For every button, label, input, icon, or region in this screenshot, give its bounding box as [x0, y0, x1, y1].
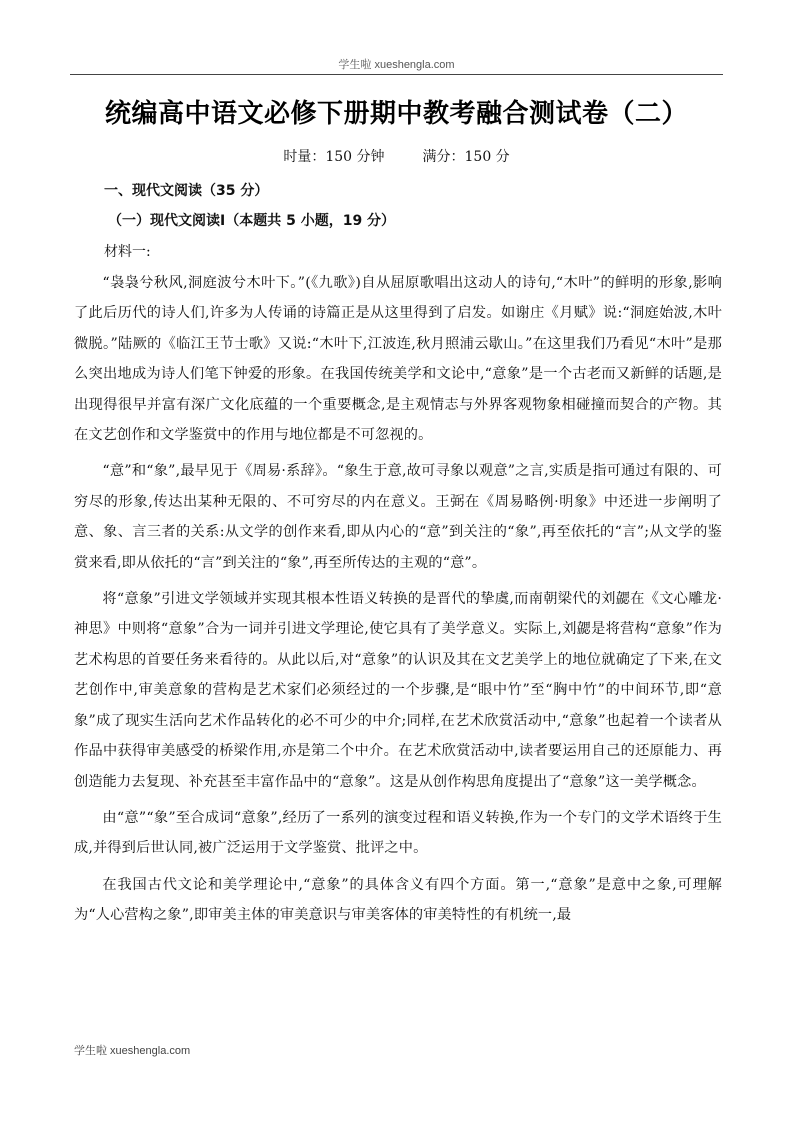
passage-paragraph: 在我国古代文论和美学理论中,“意象”的具体含义有四个方面。第一,“意象”是意中之象,可理解为“人心营构之象”,即审美主体的审美意识与审美客体的审美特性的有机统一,最 — [74, 876, 722, 924]
passage-paragraph: “袅袅兮秋风,洞庭波兮木叶下。”(《九歌》)自从屈原歌唱出这动人的诗句,“木叶”的鲜明的形象,影响了此后历代的诗人们,许多为人传诵的诗篇正是从这里得到了启发。如谢庄《月赋》说:“洞庭始波,木叶微脱。”陆厥的《临江王节士歌》又说:“木叶下,江波连,秋月照浦云歇山。”在这里我们乃看见“木叶”是那么突出地成为诗人们笔下钟爱的形象。在我国传统美学和文论中,“意象”是一个古老而又新鲜的话题,是出现得很早并富有深广文化底蕴的一个重要概念,是主观情志与外界客观物象相碰撞而契合的产物。其在文艺创作和文学鉴赏中的作用与地位都是不可忽视的。 — [74, 275, 722, 444]
material-label: 材料一: — [104, 244, 151, 260]
passage-body — [74, 268, 722, 937]
exam-title: 统编高中语文必修下册期中教考融合测试卷（二） — [104, 99, 688, 129]
exam-meta — [0, 146, 793, 166]
page-footer-site[interactable]: 学生啦 xueshengla.com — [74, 1045, 191, 1057]
passage-paragraph: 由“意”“象”至合成词“意象”,经历了一系列的演变过程和语义转换,作为一个专门的文学术语终于生成,并得到后世认同,被广泛运用于文学鉴赏、批评之中。 — [74, 809, 722, 857]
header-divider — [70, 74, 723, 75]
exam-score: 满分：150 分 — [422, 149, 510, 165]
passage-paragraph: “意”和“象”,最早见于《周易·系辞》。“象生于意,故可寻象以观意”之言,实质是指可通过有限的、可穷尽的形象,传达出某种无限的、不可穷尽的内在意义。王弼在《周易略例·明象》中还进一步阐明了意、象、言三者的关系:从文学的创作来看,即从内心的“意”到关注的“象”,再至依托的“言”;从文学的鉴赏来看,即从依托的“言”到关注的“象”,再至所传达的主观的“意”。 — [74, 463, 722, 571]
passage-paragraph: 将“意象”引进文学领域并实现其根本性语义转换的是晋代的挚虞,而南朝梁代的刘勰在《文心雕龙·神思》中则将“意象”合为一词并引进文学理论,使它具有了美学意义。实际上,刘勰是将营构“意象”作为艺术构思的首要任务来看待的。从此以后,对“意象”的认识及其在文艺美学上的地位就确定了下来,在文艺创作中,审美意象的营构是艺术家们必须经过的一个步骤,是“眼中竹”至“胸中竹”的中间环节,即“意象”成了现实生活向艺术作品转化的必不可少的中介;同样,在艺术欣赏活动中,“意象”也起着一个读者从作品中获得审美感受的桥梁作用,亦是第二个中介。在艺术欣赏活动中,读者要运用自己的还原能力、再创造能力去复现、补充甚至丰富作品中的“意象”。这是从创作构思角度提出了“意象”这一美学概念。 — [74, 591, 722, 790]
section-heading: 一、现代文阅读（35 分） — [104, 183, 269, 199]
page-header-site[interactable]: 学生啦 xueshengla.com — [338, 59, 455, 71]
exam-time: 时量：150 分钟 — [283, 149, 385, 165]
subsection-heading: （一）现代文阅读Ⅰ（本题共 5 小题，19 分） — [108, 213, 396, 229]
